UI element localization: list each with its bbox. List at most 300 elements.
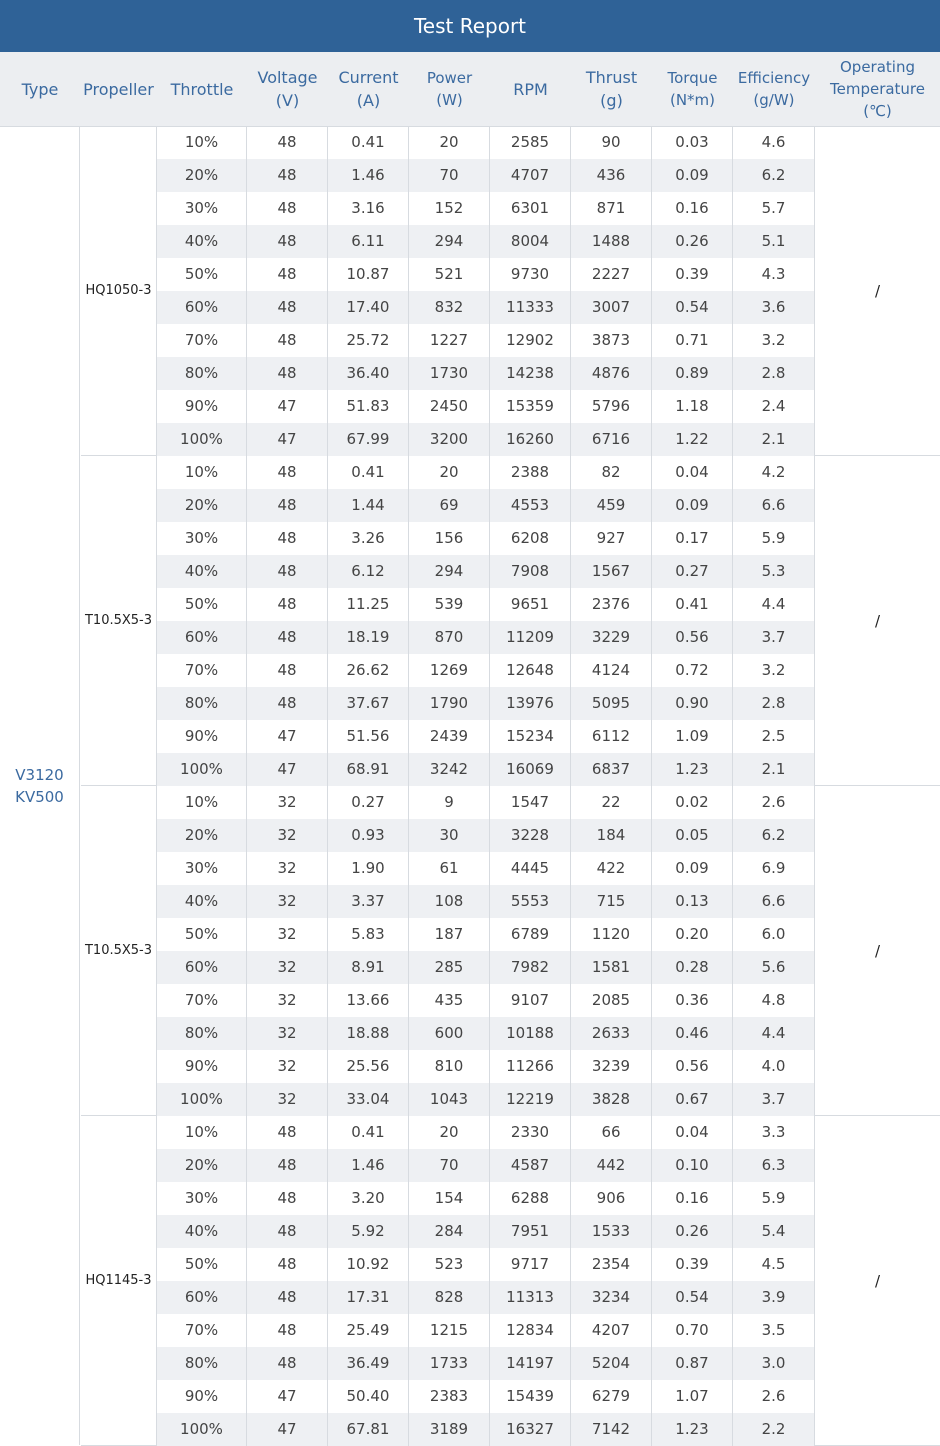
current-cell: 17.31 (328, 1281, 409, 1314)
thrust-cell: 5796 (571, 390, 652, 423)
current-cell: 10.92 (328, 1248, 409, 1281)
table-row (157, 1314, 815, 1347)
throttle-cell: 70% (157, 654, 247, 687)
temperature-cell: / (815, 786, 940, 1116)
rpm-cell: 12834 (490, 1314, 571, 1347)
table-row (157, 687, 815, 720)
current-cell: 18.88 (328, 1017, 409, 1050)
table-row (157, 852, 815, 885)
thrust-cell: 4876 (571, 357, 652, 390)
thrust-cell: 2376 (571, 588, 652, 621)
power-cell: 828 (409, 1281, 490, 1314)
thrust-cell: 927 (571, 522, 652, 555)
power-cell: 523 (409, 1248, 490, 1281)
current-cell: 8.91 (328, 951, 409, 984)
power-cell: 832 (409, 291, 490, 324)
torque-cell: 0.89 (652, 357, 733, 390)
efficiency-cell: 3.7 (733, 621, 815, 654)
header-throttle: Throttle (170, 79, 234, 99)
efficiency-cell: 2.6 (733, 786, 815, 819)
rpm-cell: 16069 (490, 753, 571, 786)
throttle-cell: 100% (157, 1413, 247, 1446)
power-cell: 1730 (409, 357, 490, 390)
current-cell: 5.92 (328, 1215, 409, 1248)
rpm-cell: 12902 (490, 324, 571, 357)
efficiency-cell: 6.6 (733, 885, 815, 918)
table-row (157, 918, 815, 951)
propeller-cell: HQ1145-3 (81, 1116, 157, 1446)
power-cell: 1043 (409, 1083, 490, 1116)
header-propeller: Propeller (83, 79, 154, 99)
voltage-cell: 47 (247, 720, 328, 753)
throttle-cell: 50% (157, 588, 247, 621)
power-cell: 1215 (409, 1314, 490, 1347)
efficiency-cell: 3.0 (733, 1347, 815, 1380)
voltage-cell: 48 (247, 192, 328, 225)
current-cell: 0.93 (328, 819, 409, 852)
torque-cell: 0.20 (652, 918, 733, 951)
thrust-cell: 6716 (571, 423, 652, 456)
rpm-cell: 2585 (490, 126, 571, 159)
torque-cell: 0.26 (652, 225, 733, 258)
table-row (157, 1281, 815, 1314)
throttle-cell: 50% (157, 918, 247, 951)
efficiency-cell: 5.7 (733, 192, 815, 225)
throttle-cell: 20% (157, 159, 247, 192)
efficiency-cell: 2.6 (733, 1380, 815, 1413)
power-cell: 9 (409, 786, 490, 819)
thrust-cell: 4207 (571, 1314, 652, 1347)
table-row (157, 555, 815, 588)
throttle-cell: 20% (157, 819, 247, 852)
table-row (157, 1380, 815, 1413)
torque-cell: 0.54 (652, 291, 733, 324)
torque-cell: 0.90 (652, 687, 733, 720)
power-cell: 187 (409, 918, 490, 951)
throttle-cell: 90% (157, 720, 247, 753)
voltage-cell: 48 (247, 1182, 328, 1215)
rpm-cell: 13976 (490, 687, 571, 720)
thrust-cell: 459 (571, 489, 652, 522)
power-cell: 70 (409, 159, 490, 192)
voltage-cell: 47 (247, 1380, 328, 1413)
torque-cell: 0.17 (652, 522, 733, 555)
current-cell: 67.81 (328, 1413, 409, 1446)
throttle-cell: 50% (157, 258, 247, 291)
table-row (157, 258, 815, 291)
power-cell: 2383 (409, 1380, 490, 1413)
thrust-cell: 871 (571, 192, 652, 225)
efficiency-cell: 4.6 (733, 126, 815, 159)
throttle-cell: 100% (157, 1083, 247, 1116)
efficiency-cell: 5.9 (733, 522, 815, 555)
torque-cell: 0.39 (652, 258, 733, 291)
voltage-cell: 48 (247, 588, 328, 621)
efficiency-cell: 2.8 (733, 357, 815, 390)
rpm-cell: 15359 (490, 390, 571, 423)
table-row (157, 1116, 815, 1149)
power-cell: 156 (409, 522, 490, 555)
temperature-cell: / (815, 456, 940, 786)
throttle-cell: 40% (157, 1215, 247, 1248)
current-cell: 25.56 (328, 1050, 409, 1083)
table-header (0, 52, 940, 127)
voltage-cell: 48 (247, 621, 328, 654)
torque-cell: 0.46 (652, 1017, 733, 1050)
efficiency-cell: 3.2 (733, 654, 815, 687)
header-thrust-label: Thrust (585, 68, 638, 87)
rpm-cell: 14238 (490, 357, 571, 390)
voltage-cell: 48 (247, 258, 328, 291)
efficiency-cell: 2.5 (733, 720, 815, 753)
current-cell: 5.83 (328, 918, 409, 951)
torque-cell: 0.56 (652, 1050, 733, 1083)
table-row (157, 654, 815, 687)
power-cell: 435 (409, 984, 490, 1017)
throttle-cell: 90% (157, 1050, 247, 1083)
table-row (157, 489, 815, 522)
current-cell: 3.37 (328, 885, 409, 918)
torque-cell: 0.05 (652, 819, 733, 852)
header-voltage-label: Voltage (257, 68, 318, 87)
thrust-cell: 1488 (571, 225, 652, 258)
current-cell: 33.04 (328, 1083, 409, 1116)
torque-cell: 0.27 (652, 555, 733, 588)
torque-cell: 0.28 (652, 951, 733, 984)
table-row (157, 126, 815, 159)
table-row (157, 225, 815, 258)
power-cell: 3242 (409, 753, 490, 786)
efficiency-cell: 2.2 (733, 1413, 815, 1446)
current-cell: 6.11 (328, 225, 409, 258)
throttle-cell: 30% (157, 852, 247, 885)
thrust-cell: 2227 (571, 258, 652, 291)
rpm-cell: 9730 (490, 258, 571, 291)
table-row (157, 456, 815, 489)
voltage-cell: 32 (247, 984, 328, 1017)
table-row (157, 159, 815, 192)
efficiency-cell: 5.3 (733, 555, 815, 588)
efficiency-cell: 3.5 (733, 1314, 815, 1347)
voltage-cell: 48 (247, 159, 328, 192)
rpm-cell: 14197 (490, 1347, 571, 1380)
torque-cell: 0.67 (652, 1083, 733, 1116)
header-power (409, 52, 490, 126)
throttle-cell: 70% (157, 324, 247, 357)
header-power-label: Power (426, 69, 473, 87)
throttle-cell: 70% (157, 984, 247, 1017)
current-cell: 3.20 (328, 1182, 409, 1215)
efficiency-cell: 3.3 (733, 1116, 815, 1149)
torque-cell: 0.41 (652, 588, 733, 621)
efficiency-cell: 5.9 (733, 1182, 815, 1215)
efficiency-cell: 4.5 (733, 1248, 815, 1281)
current-cell: 3.26 (328, 522, 409, 555)
voltage-cell: 32 (247, 951, 328, 984)
table-row (157, 291, 815, 324)
header-torque-label: Torque (667, 69, 718, 87)
power-cell: 1269 (409, 654, 490, 687)
throttle-cell: 70% (157, 1314, 247, 1347)
efficiency-cell: 6.6 (733, 489, 815, 522)
table-row (157, 1182, 815, 1215)
rpm-cell: 8004 (490, 225, 571, 258)
table-row (157, 1248, 815, 1281)
power-cell: 20 (409, 126, 490, 159)
voltage-cell: 48 (247, 456, 328, 489)
efficiency-cell: 6.0 (733, 918, 815, 951)
throttle-cell: 60% (157, 621, 247, 654)
torque-cell: 0.09 (652, 159, 733, 192)
current-cell: 10.87 (328, 258, 409, 291)
efficiency-cell: 2.8 (733, 687, 815, 720)
header-voltage (247, 52, 328, 126)
rpm-cell: 16260 (490, 423, 571, 456)
efficiency-cell: 6.2 (733, 159, 815, 192)
header-current (328, 52, 409, 126)
efficiency-cell: 5.6 (733, 951, 815, 984)
current-cell: 36.49 (328, 1347, 409, 1380)
current-cell: 36.40 (328, 357, 409, 390)
rpm-cell: 15439 (490, 1380, 571, 1413)
rpm-cell: 7908 (490, 555, 571, 588)
power-cell: 152 (409, 192, 490, 225)
torque-cell: 0.87 (652, 1347, 733, 1380)
rpm-cell: 7951 (490, 1215, 571, 1248)
throttle-cell: 50% (157, 1248, 247, 1281)
thrust-cell: 1567 (571, 555, 652, 588)
rpm-cell: 7982 (490, 951, 571, 984)
thrust-cell: 3239 (571, 1050, 652, 1083)
throttle-cell: 60% (157, 951, 247, 984)
throttle-cell: 30% (157, 522, 247, 555)
rpm-cell: 10188 (490, 1017, 571, 1050)
rpm-cell: 4707 (490, 159, 571, 192)
voltage-cell: 48 (247, 126, 328, 159)
torque-cell: 0.09 (652, 489, 733, 522)
table-row (157, 390, 815, 423)
throttle-cell: 80% (157, 687, 247, 720)
current-cell: 50.40 (328, 1380, 409, 1413)
voltage-cell: 32 (247, 1050, 328, 1083)
current-cell: 13.66 (328, 984, 409, 1017)
thrust-cell: 3873 (571, 324, 652, 357)
voltage-cell: 32 (247, 918, 328, 951)
throttle-cell: 60% (157, 1281, 247, 1314)
voltage-cell: 48 (247, 1116, 328, 1149)
thrust-cell: 2085 (571, 984, 652, 1017)
thrust-cell: 1533 (571, 1215, 652, 1248)
header-current-unit: (A) (356, 91, 381, 110)
efficiency-cell: 5.4 (733, 1215, 815, 1248)
efficiency-cell: 3.7 (733, 1083, 815, 1116)
header-thrust (571, 52, 652, 126)
voltage-cell: 48 (247, 357, 328, 390)
thrust-cell: 442 (571, 1149, 652, 1182)
table-row (157, 522, 815, 555)
rpm-cell: 9651 (490, 588, 571, 621)
rpm-cell: 12648 (490, 654, 571, 687)
current-cell: 0.41 (328, 126, 409, 159)
power-cell: 30 (409, 819, 490, 852)
thrust-cell: 66 (571, 1116, 652, 1149)
thrust-cell: 6837 (571, 753, 652, 786)
motor-kv: KV500 (15, 787, 64, 806)
current-cell: 51.83 (328, 390, 409, 423)
current-cell: 67.99 (328, 423, 409, 456)
torque-cell: 0.09 (652, 852, 733, 885)
thrust-cell: 5095 (571, 687, 652, 720)
torque-cell: 0.16 (652, 1182, 733, 1215)
power-cell: 20 (409, 1116, 490, 1149)
power-cell: 600 (409, 1017, 490, 1050)
rpm-cell: 2330 (490, 1116, 571, 1149)
report-title: Test Report (0, 0, 940, 52)
efficiency-cell: 3.6 (733, 291, 815, 324)
efficiency-cell: 2.1 (733, 753, 815, 786)
voltage-cell: 48 (247, 1314, 328, 1347)
table-row (157, 1215, 815, 1248)
torque-cell: 0.71 (652, 324, 733, 357)
thrust-cell: 82 (571, 456, 652, 489)
efficiency-cell: 3.9 (733, 1281, 815, 1314)
current-cell: 26.62 (328, 654, 409, 687)
rpm-cell: 2388 (490, 456, 571, 489)
header-temperature (815, 52, 940, 126)
table-row (157, 1347, 815, 1380)
throttle-cell: 80% (157, 1347, 247, 1380)
power-cell: 870 (409, 621, 490, 654)
torque-cell: 0.04 (652, 456, 733, 489)
power-cell: 285 (409, 951, 490, 984)
power-cell: 539 (409, 588, 490, 621)
rpm-cell: 15234 (490, 720, 571, 753)
throttle-cell: 20% (157, 1149, 247, 1182)
current-cell: 3.16 (328, 192, 409, 225)
power-cell: 3200 (409, 423, 490, 456)
rpm-cell: 3228 (490, 819, 571, 852)
power-cell: 61 (409, 852, 490, 885)
rpm-cell: 6208 (490, 522, 571, 555)
header-temperature-label-1: Operating (840, 58, 915, 76)
voltage-cell: 32 (247, 819, 328, 852)
voltage-cell: 32 (247, 1017, 328, 1050)
current-cell: 51.56 (328, 720, 409, 753)
efficiency-cell: 4.3 (733, 258, 815, 291)
table-row (157, 1083, 815, 1116)
power-cell: 20 (409, 456, 490, 489)
table-row (157, 1149, 815, 1182)
voltage-cell: 48 (247, 291, 328, 324)
current-cell: 18.19 (328, 621, 409, 654)
power-cell: 1227 (409, 324, 490, 357)
throttle-cell: 100% (157, 423, 247, 456)
thrust-cell: 4124 (571, 654, 652, 687)
table-row (157, 621, 815, 654)
table-row (157, 1017, 815, 1050)
efficiency-cell: 6.2 (733, 819, 815, 852)
voltage-cell: 47 (247, 390, 328, 423)
thrust-cell: 436 (571, 159, 652, 192)
efficiency-cell: 4.0 (733, 1050, 815, 1083)
power-cell: 69 (409, 489, 490, 522)
torque-cell: 0.56 (652, 621, 733, 654)
efficiency-cell: 5.1 (733, 225, 815, 258)
header-efficiency-unit: (g/W) (753, 91, 795, 109)
voltage-cell: 32 (247, 1083, 328, 1116)
table-row (157, 786, 815, 819)
current-cell: 0.27 (328, 786, 409, 819)
throttle-cell: 80% (157, 357, 247, 390)
torque-cell: 0.03 (652, 126, 733, 159)
power-cell: 70 (409, 1149, 490, 1182)
voltage-cell: 32 (247, 852, 328, 885)
header-voltage-unit: (V) (275, 91, 300, 110)
header-power-unit: (W) (436, 91, 463, 109)
voltage-cell: 48 (247, 1215, 328, 1248)
torque-cell: 0.72 (652, 654, 733, 687)
thrust-cell: 90 (571, 126, 652, 159)
torque-cell: 0.13 (652, 885, 733, 918)
thrust-cell: 6112 (571, 720, 652, 753)
table-row (157, 753, 815, 786)
throttle-cell: 40% (157, 555, 247, 588)
table-row (157, 984, 815, 1017)
power-cell: 1733 (409, 1347, 490, 1380)
voltage-cell: 48 (247, 654, 328, 687)
rpm-cell: 4587 (490, 1149, 571, 1182)
header-temperature-label-2: Temperature (829, 80, 926, 98)
rpm-cell: 4445 (490, 852, 571, 885)
rpm-cell: 6288 (490, 1182, 571, 1215)
torque-cell: 0.39 (652, 1248, 733, 1281)
efficiency-cell: 4.4 (733, 588, 815, 621)
torque-cell: 0.26 (652, 1215, 733, 1248)
efficiency-cell: 2.1 (733, 423, 815, 456)
thrust-cell: 5204 (571, 1347, 652, 1380)
current-cell: 37.67 (328, 687, 409, 720)
torque-cell: 1.09 (652, 720, 733, 753)
header-type: Type (21, 79, 59, 99)
voltage-cell: 47 (247, 1413, 328, 1446)
voltage-cell: 32 (247, 885, 328, 918)
power-cell: 3189 (409, 1413, 490, 1446)
voltage-cell: 48 (247, 522, 328, 555)
rpm-cell: 9717 (490, 1248, 571, 1281)
voltage-cell: 47 (247, 423, 328, 456)
rpm-cell: 9107 (490, 984, 571, 1017)
torque-cell: 1.23 (652, 1413, 733, 1446)
throttle-cell: 90% (157, 1380, 247, 1413)
throttle-cell: 40% (157, 885, 247, 918)
throttle-cell: 90% (157, 390, 247, 423)
thrust-cell: 3234 (571, 1281, 652, 1314)
rpm-cell: 11209 (490, 621, 571, 654)
power-cell: 284 (409, 1215, 490, 1248)
current-cell: 1.90 (328, 852, 409, 885)
voltage-cell: 32 (247, 786, 328, 819)
power-cell: 810 (409, 1050, 490, 1083)
torque-cell: 1.23 (652, 753, 733, 786)
current-cell: 25.49 (328, 1314, 409, 1347)
thrust-cell: 2354 (571, 1248, 652, 1281)
thrust-cell: 22 (571, 786, 652, 819)
torque-cell: 1.22 (652, 423, 733, 456)
rpm-cell: 6301 (490, 192, 571, 225)
header-torque (652, 52, 733, 126)
voltage-cell: 48 (247, 1281, 328, 1314)
power-cell: 294 (409, 555, 490, 588)
